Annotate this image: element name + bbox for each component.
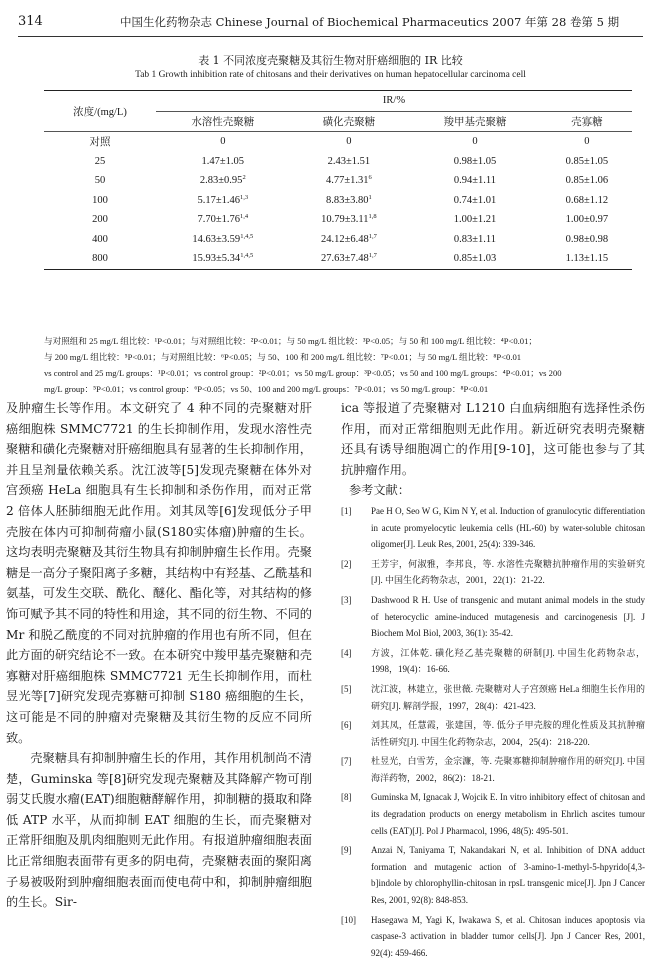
- cell-value: 0.98±0.98: [565, 233, 609, 245]
- table-caption-en: Tab 1 Growth inhibition rate of chitosans and their derivatives on human hepatocellular carcinoma cell: [135, 70, 526, 80]
- value-cell: [542, 152, 632, 172]
- significance-mark: 1: [368, 193, 372, 201]
- value-cell: [542, 191, 632, 211]
- value-cell: [542, 230, 632, 250]
- cell-value: 5.17±1.46: [197, 194, 240, 206]
- value-cell: [290, 249, 409, 269]
- reference-item: [341, 556, 645, 589]
- value-cell: [408, 132, 542, 152]
- value-cell: [156, 249, 290, 269]
- reference-number: [3]: [341, 594, 352, 605]
- cell-value: 4.77±1.31: [326, 175, 369, 187]
- table-row: [44, 191, 632, 211]
- conc-cell: 对照: [89, 137, 111, 149]
- col-header: 壳寡糖: [542, 111, 632, 132]
- value-cell: [290, 191, 409, 211]
- conc-cell: 400: [92, 233, 108, 245]
- references-title: 参考文献：: [349, 483, 410, 498]
- reference-item: [341, 681, 645, 714]
- conc-cell: 25: [94, 155, 106, 167]
- value-cell: [542, 249, 632, 269]
- col-header: 磺化壳聚糖: [290, 111, 409, 132]
- cell-value: 24.12±6.48: [320, 233, 369, 245]
- cell-value: 27.63±7.48: [320, 253, 369, 265]
- running-header: [0, 0, 661, 40]
- reference-item: [341, 645, 645, 678]
- journal-title: 中国生化药物杂志 Chinese Journal of Biochemical Pharmaceutics 2007 年第 28 卷第 5 期: [120, 15, 620, 29]
- reference-text: Dashwood R H. Use of transgenic and mutant animal models in the study of heterocyclic amine-induced mutagenesis and carcinogenesis [J]. J Biochem Mol Biol, 2003, 36(1): 35-42.: [371, 594, 645, 639]
- cell-value: 1.47±1.05: [201, 155, 245, 167]
- cell-value: 14.63±3.59: [192, 233, 241, 245]
- reference-item: [341, 503, 645, 553]
- reference-number: [6]: [341, 720, 352, 731]
- significance-mark: 1,7: [368, 232, 377, 240]
- reference-number: [2]: [341, 558, 352, 569]
- reference-text: Guminska M, Ignacak J, Wojcik E. In vitro inhibitory effect of chitosan and its degradation products on energy metabolism in Ehrlich ascites tumour cells (EAT)[J]. Pol J Pharmacol, 1996, 48(5): 495-501.: [371, 792, 645, 836]
- reference-item: [341, 789, 645, 839]
- cell-value: 0: [472, 136, 478, 148]
- cell-value: 0.94±1.11: [453, 175, 497, 187]
- reference-item: [341, 592, 645, 642]
- note-cn-2: 与 200 mg/L 组比较：⁵P<0.01；与对照组比较：⁶P<0.05；与 50、100 和 200 mg/L 组比较：⁷P<0.01；与 50 mg/L 组比较：⁸P<0.01: [44, 352, 522, 362]
- cell-value: 0.98±1.05: [453, 155, 497, 167]
- value-cell: [408, 230, 542, 250]
- reference-item: [341, 717, 645, 750]
- table-row: [44, 152, 632, 172]
- reference-text: 沈江波，林建立，张世薇. 壳聚糖对人子宫颈癌 HeLa 细胞生长作用的研究[J]. 解剖学报，1997，28(4)：421-423.: [371, 683, 645, 711]
- significance-mark: 1,4: [240, 213, 249, 221]
- table-row: [44, 230, 632, 250]
- cell-value: 2.83±0.95: [199, 175, 243, 187]
- value-cell: [290, 152, 409, 172]
- cell-value: 1.00±0.97: [565, 214, 609, 226]
- significance-mark: 6: [368, 174, 372, 182]
- value-cell: [408, 210, 542, 230]
- value-cell: [290, 171, 409, 191]
- cell-value: 0.74±1.01: [453, 194, 497, 206]
- table-row: [44, 210, 632, 230]
- reference-number: [9]: [341, 845, 352, 856]
- value-cell: [542, 171, 632, 191]
- reference-text: 方波，江体乾. 磺化羟乙基壳聚糖的研制[J]. 中国生化药物杂志，1998，19(4)：16-66.: [371, 647, 645, 675]
- cell-value: 0: [220, 136, 226, 148]
- cell-value: 10.79±3.11: [321, 214, 369, 226]
- conc-cell: 800: [92, 253, 108, 265]
- conc-cell: 200: [92, 214, 108, 226]
- value-cell: [408, 249, 542, 269]
- cell-value: 0.83±1.11: [453, 233, 497, 245]
- table-row: [44, 132, 632, 152]
- right-column: [341, 398, 645, 964]
- value-cell: [156, 132, 290, 152]
- note-cn-1: 与对照组和 25 mg/L 组比较：¹P<0.01；与对照组比较：²P<0.01；与 50 mg/L 组比较：³P<0.05；与 50 和 100 mg/L 组比较：⁴P<0.01；: [44, 336, 537, 346]
- reference-number: [4]: [341, 647, 352, 658]
- reference-item: [341, 912, 645, 962]
- left-column: [6, 398, 312, 913]
- conc-cell: 50: [94, 175, 106, 187]
- value-cell: [156, 152, 290, 172]
- page-number: 314: [18, 14, 43, 29]
- reference-text: Anzai N, Taniyama T, Nakandakari N, et al. Inhibition of DNA adduct formation and mutagenic action of 3-amino-1-methyl-5-hpyrido[4,3-b]indole by chlorophyllin-chitosan in rpsL transgenic mice[J]. Jpn J Cancer Res, 2001, 92(8): 848-853.: [371, 845, 645, 906]
- significance-mark: 1,8: [368, 213, 377, 221]
- conc-header: 浓度/(mg/L): [44, 91, 156, 132]
- reference-text: Hasegawa M, Yagi K, Iwakawa S, et al. Chitosan induces apoptosis via caspase-3 activation in bladder tumor cells[J]. Jpn J Cancer Res, 2001, 92(4): 459-466.: [371, 914, 645, 958]
- significance-mark: 2: [242, 174, 246, 182]
- cell-value: 0.85±1.05: [565, 155, 609, 167]
- reference-number: [7]: [341, 756, 352, 767]
- cell-value: 0.68±1.12: [565, 194, 609, 206]
- reference-number: [10]: [341, 914, 356, 925]
- cell-value: 2.43±1.51: [327, 155, 371, 167]
- value-cell: [290, 132, 409, 152]
- body-paragraph: ica 等报道了壳聚糖对 L1210 白血病细胞有选择性杀伤作用，而对正常细胞则无此作用。新近研究表明壳聚糖还具有诱导细胞凋亡的作用[9-10]，这可能也参与了其抗肿瘤作用。: [341, 401, 645, 477]
- reference-item: [341, 753, 645, 786]
- value-cell: [156, 230, 290, 250]
- cell-value: 7.70±1.76: [197, 214, 240, 226]
- table-caption-cn: 表 1 不同浓度壳聚糖及其衍生物对肝癌细胞的 IR 比较: [198, 54, 463, 67]
- value-cell: [542, 210, 632, 230]
- table-row: [44, 171, 632, 191]
- value-cell: [408, 152, 542, 172]
- reference-number: [5]: [341, 683, 352, 694]
- table-notes: [44, 333, 634, 397]
- significance-mark: 1,4,5: [240, 252, 254, 260]
- reference-text: 刘其凤，任慧霞，张建国，等. 低分子甲壳胺的理化性质及其抗肿瘤活性研究[J]. 中国生化药物杂志，2004，25(4)：218-220.: [371, 720, 645, 747]
- reference-number: [1]: [341, 505, 352, 516]
- cell-value: 0: [346, 136, 352, 148]
- reference-list: [341, 503, 645, 961]
- col-header: 羧甲基壳聚糖: [408, 111, 542, 132]
- cell-value: 8.83±3.80: [326, 194, 369, 206]
- cell-value: 1.13±1.15: [565, 253, 609, 265]
- cell-value: 0: [584, 136, 590, 148]
- col-header: 水溶性壳聚糖: [156, 111, 290, 132]
- reference-number: [8]: [341, 792, 352, 803]
- significance-mark: 1,4,5: [240, 232, 254, 240]
- reference-text: 王芳宇，何淑雅，李邦良，等. 水溶性壳聚糖抗肿瘤作用的实验研究[J]. 中国生化药物杂志，2001，22(1)：21-22.: [371, 558, 645, 586]
- ir-table: [44, 90, 632, 270]
- value-cell: [156, 171, 290, 191]
- significance-mark: 1,7: [368, 252, 377, 260]
- value-cell: [156, 210, 290, 230]
- cell-value: 1.00±1.21: [453, 214, 497, 226]
- cell-value: 0.85±1.03: [453, 253, 497, 265]
- value-cell: [408, 191, 542, 211]
- reference-text: Pae H O, Seo W G, Kim N Y, et al. Induction of granulocytic differentiation in acute promyelocytic leukemia cells (HL-60) by water-soluble chitosan oligomer[J]. Leuk Res, 2001, 25(4): 339-346.: [371, 505, 645, 550]
- value-cell: [408, 171, 542, 191]
- value-cell: [290, 230, 409, 250]
- cell-value: 0.85±1.06: [565, 175, 609, 187]
- body-paragraph: 壳聚糖具有抑制肿瘤生长的作用，其作用机制尚不清楚，Guminska 等[8]研究发现壳聚糖及其降解产物可削弱艾氏腹水瘤(EAT)细胞糖酵解作用，抑制糖的摄取和降低 ATP 水平，从而抑制 EAT 细胞的生长，而壳聚糖对正常肝细胞及肌肉细胞则无此作用。有报道肿瘤细胞表面比正常细胞表面带有更多的阴电荷，壳聚糖表面的聚阳离子易被吸附到肿瘤细胞表面而使电荷中和，抑制肿瘤细胞的生长。Sir-: [6, 751, 312, 910]
- ir-header: IR/%: [156, 91, 632, 112]
- body-paragraph: 及肿瘤生长等作用。本文研究了 4 种不同的壳聚糖对肝癌细胞株 SMMC7721 的生长抑制作用，发现水溶性壳聚糖和磺化壳聚糖对肝癌细胞具有显著的生长抑制作用，并且呈剂量依赖关系。沈江波等[5]发现壳聚糖在体外对宫颈癌 HeLa 细胞具有生长抑制和杀伤作用，而对正常 2 倍体人胚肺细胞无此作用。刘其凤等[6]发现低分子甲壳胺在体内可抑制荷瘤小鼠(S180实体瘤)肿瘤的生长。这均表明壳聚糖及其衍生物具有抑制肿瘤生长作用。壳聚糖是一高分子聚阳离子多糖，其结构中有羟基、乙酰基和氨基，可发生交联、酰化、醚化、酯化等，对其结构的修饰可赋予其不同的特性和用途，其不同的衍生物、不同的 Mr 和脱乙酰度的不同对抗肿瘤的作用也有所不同，但在此方面的研究结论不一致。在本研究中羧甲基壳聚糖和壳寡糖对肝癌细胞株 SMMC7721 无生长抑制作用，而杜昱光等[7]研究发现壳寡糖可抑制 S180 癌细胞的生长，这可能是不同的肿瘤对壳聚糖及其衍生物的反应不同所致。: [6, 401, 312, 745]
- reference-item: [341, 842, 645, 908]
- conc-cell: 100: [92, 194, 108, 206]
- note-en-2: mg/L group：⁵P<0.01；vs control group：⁶P<0.05；vs 50、100 and 200 mg/L groups：⁷P<0.01；vs 50 mg/L group：⁸P<0.01: [44, 384, 489, 394]
- reference-text: 杜昱光，白雪芳，金宗濂，等. 壳聚寡糖抑制肿瘤作用的研究[J]. 中国海洋药物，2002，86(2)：18-21.: [371, 756, 645, 783]
- significance-mark: 1,3: [240, 193, 249, 201]
- cell-value: 15.93±5.34: [192, 253, 241, 265]
- table-row: [44, 249, 632, 269]
- value-cell: [542, 132, 632, 152]
- value-cell: [156, 191, 290, 211]
- value-cell: [290, 210, 409, 230]
- note-en-1: vs control and 25 mg/L groups：¹P<0.01；vs control group：²P<0.01；vs 50 mg/L group：³P<0.05；vs 50 and 100 mg/L groups：⁴P<0.01；vs 200: [44, 368, 562, 378]
- header-rule: [18, 36, 643, 37]
